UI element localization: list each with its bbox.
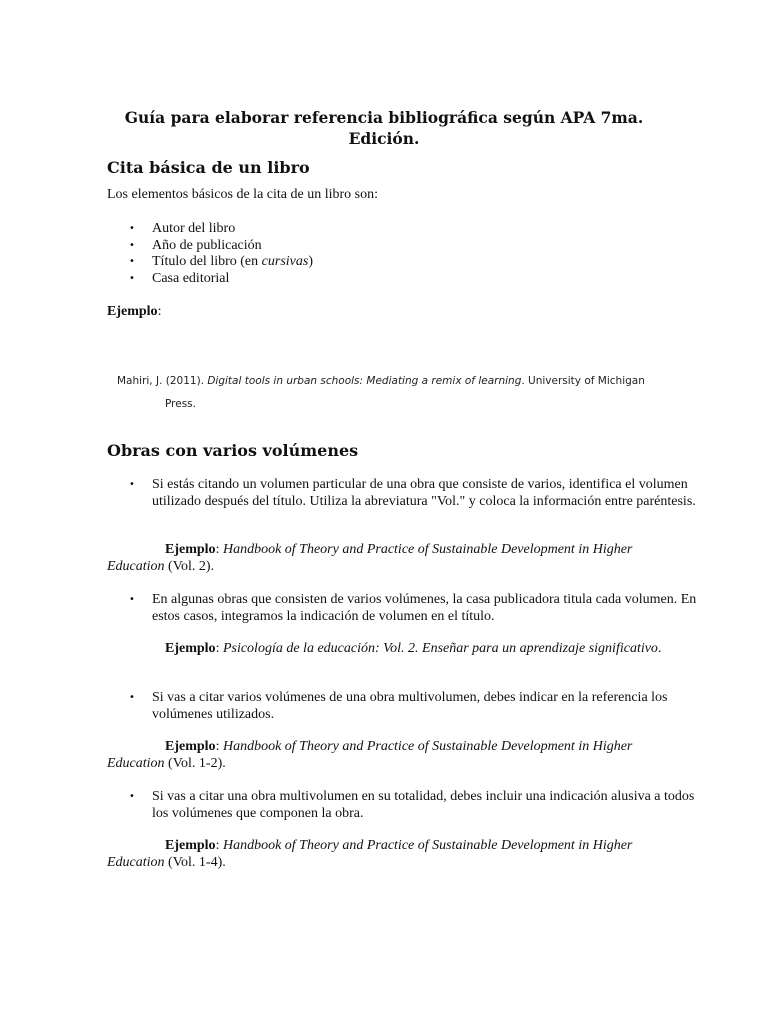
list-item-text: Año de publicación	[152, 237, 262, 253]
list-item	[107, 254, 313, 271]
example-lead: Ejemplo	[165, 641, 216, 656]
reference-publisher: . University of Michigan	[521, 375, 645, 387]
list-item-text-pre: Título del libro (en	[152, 254, 262, 269]
example-title: Handbook of Theory and Practice of Sustainable Development in Higher Education	[107, 542, 633, 574]
intro-paragraph: Los elementos básicos de la cita de un libro son:	[107, 187, 378, 202]
example-colon: :	[215, 838, 223, 853]
example-volume: (Vol. 2).	[164, 558, 215, 574]
reference-author: Mahiri, J. (2011).	[117, 375, 208, 387]
example-colon: :	[215, 641, 223, 656]
list-item-text-italic: cursivas	[261, 254, 309, 269]
example-volume: .	[657, 641, 662, 656]
example-volume: (Vol. 1-4).	[164, 854, 226, 870]
example-label-colon: :	[157, 304, 162, 319]
elements-list	[107, 221, 313, 287]
reference-title: Digital tools in urban schools: Mediating a remix of learning	[207, 375, 522, 387]
example-lead: Ejemplo	[165, 838, 216, 853]
example-paragraph	[107, 838, 667, 871]
example-title: Handbook of Theory and Practice of Sustainable Development in Higher Education	[107, 739, 633, 771]
section-heading-multi-volume: Obras con varios volúmenes	[107, 441, 359, 460]
list-item	[107, 238, 313, 255]
bullet-paragraph: • Si vas a citar una obra multivolumen en su totalidad, debes incluir una indicación alusiva a todos los volúmenes que componen la obra.	[107, 789, 712, 822]
reference-example-image	[117, 370, 737, 416]
title-line-2: Edición.	[348, 129, 420, 148]
list-item-text: Casa editorial	[152, 270, 230, 286]
example-paragraph	[107, 542, 667, 575]
list-item	[107, 221, 313, 238]
example-colon: :	[215, 739, 223, 754]
section-heading-basic-citation: Cita básica de un libro	[107, 158, 310, 177]
example-label-text: Ejemplo	[107, 304, 158, 319]
example-label	[107, 304, 161, 321]
example-lead: Ejemplo	[165, 739, 216, 754]
bullet-paragraph: • Si estás citando un volumen particular de una obra que consiste de varios, identifica el volumen utilizado después del título. Utiliza la abreviatura "Vol." y coloca la información entre paréntesis.	[107, 477, 712, 510]
bullet-paragraph: • Si vas a citar varios volúmenes de una obra multivolumen, debes indicar en la referencia los volúmenes utilizados.	[107, 690, 712, 723]
example-title: Handbook of Theory and Practice of Sustainable Development in Higher Education	[107, 838, 633, 870]
list-item-text: Autor del libro	[152, 221, 236, 236]
title-line-1: Guía para elaborar referencia bibliográfica según APA 7ma.	[124, 108, 644, 127]
reference-publisher-continued: Press.	[165, 398, 196, 410]
document-title	[0, 107, 768, 149]
example-paragraph	[107, 641, 667, 658]
example-title: Psicología de la educación: Vol. 2. Enseñar para un aprendizaje significativo	[222, 641, 658, 656]
example-volume: (Vol. 1-2).	[164, 755, 226, 771]
example-lead: Ejemplo	[165, 542, 216, 557]
list-item-text-post: )	[308, 254, 313, 269]
example-paragraph	[107, 739, 667, 772]
example-colon: :	[215, 542, 223, 557]
list-item	[107, 271, 313, 288]
bullet-paragraph: • En algunas obras que consisten de varios volúmenes, la casa publicadora titula cada volumen. En estos casos, integramos la indicación de volumen en el título.	[107, 592, 712, 625]
